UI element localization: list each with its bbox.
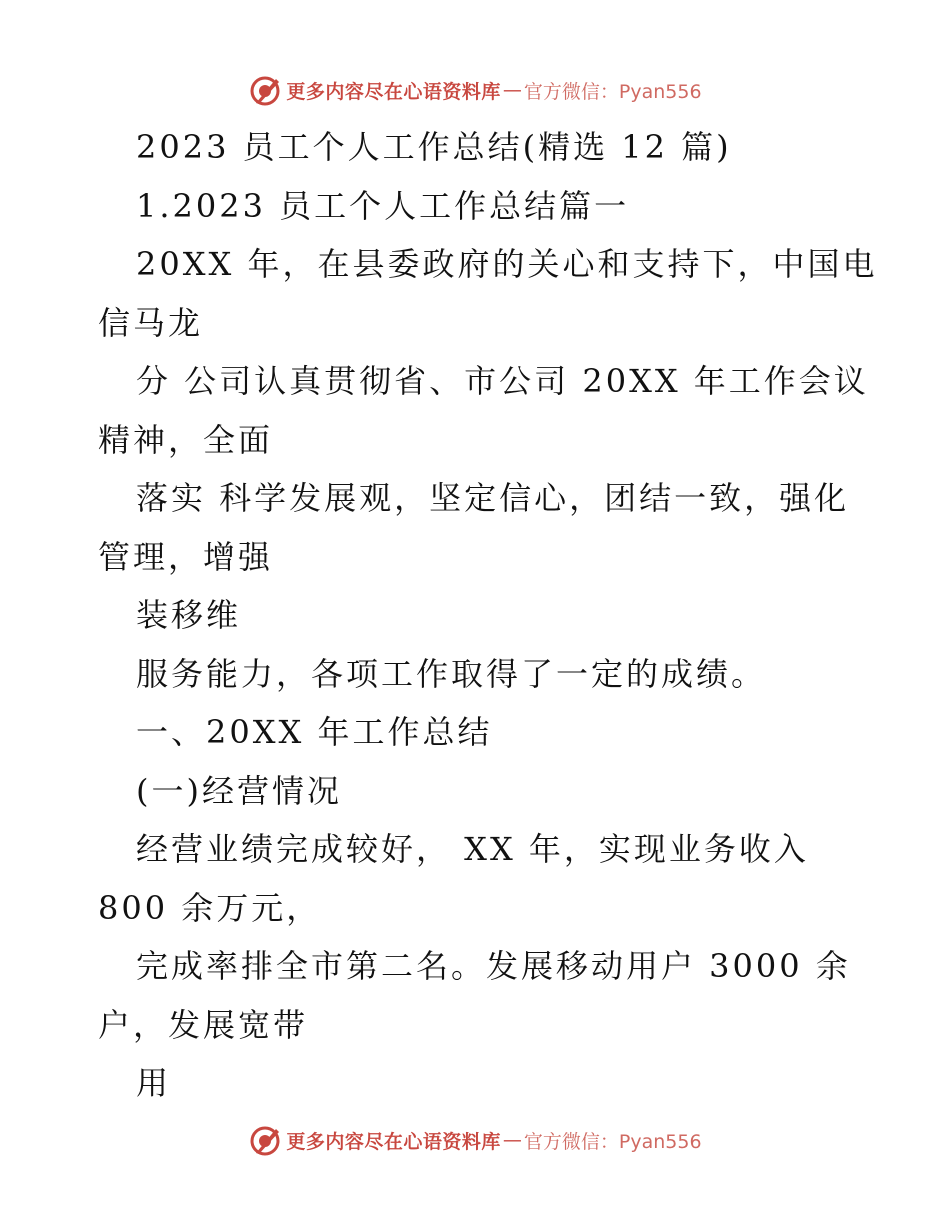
text-line: 落实 科学发展观，坚定信心，团结一致，强化 — [136, 479, 850, 517]
footer-banner — [0, 1120, 950, 1160]
text-line: 精神，全面 — [98, 420, 274, 459]
banner-text: 更多内容尽在心语资料库 — [286, 80, 501, 103]
text-line: 一、20XX 年工作总结 — [136, 713, 493, 751]
text-line: 分 公司认真贯彻省、市公司 20XX 年工作会议 — [136, 362, 869, 400]
quill-seal-icon — [248, 1123, 282, 1157]
banner-wechat: 官方微信：Pyan556 — [523, 1130, 702, 1153]
banner-separator: — — [502, 79, 522, 101]
text-line: 装移维 — [136, 596, 242, 634]
text-line: 服务能力，各项工作取得了一定的成绩。 — [136, 654, 767, 693]
text-line: 信马龙 — [98, 303, 204, 342]
text-line: 管理，增强 — [98, 537, 274, 576]
banner-separator: — — [502, 1129, 522, 1151]
header-banner — [0, 70, 950, 110]
text-line: 2023 员工个人工作总结(精选 12 篇) — [136, 128, 732, 166]
text-line: 800 余万元， — [98, 888, 322, 927]
text-line: 户，发展宽带 — [98, 1005, 309, 1044]
text-line: 经营业绩完成较好， XX 年，实现业务收入 — [136, 830, 809, 868]
text-line: 20XX 年，在县委政府的关心和支持下，中国电 — [136, 245, 878, 283]
banner-wechat: 官方微信：Pyan556 — [523, 80, 702, 103]
text-line: (一)经营情况 — [136, 771, 342, 810]
quill-seal-icon — [248, 73, 282, 107]
banner-text: 更多内容尽在心语资料库 — [286, 1130, 501, 1153]
text-line: 1.2023 员工个人工作总结篇一 — [136, 186, 630, 225]
text-line: 完成率排全市第二名。发展移动用户 3000 余 — [136, 947, 851, 985]
document-body — [98, 118, 878, 1113]
text-line: 用 — [136, 1064, 172, 1102]
